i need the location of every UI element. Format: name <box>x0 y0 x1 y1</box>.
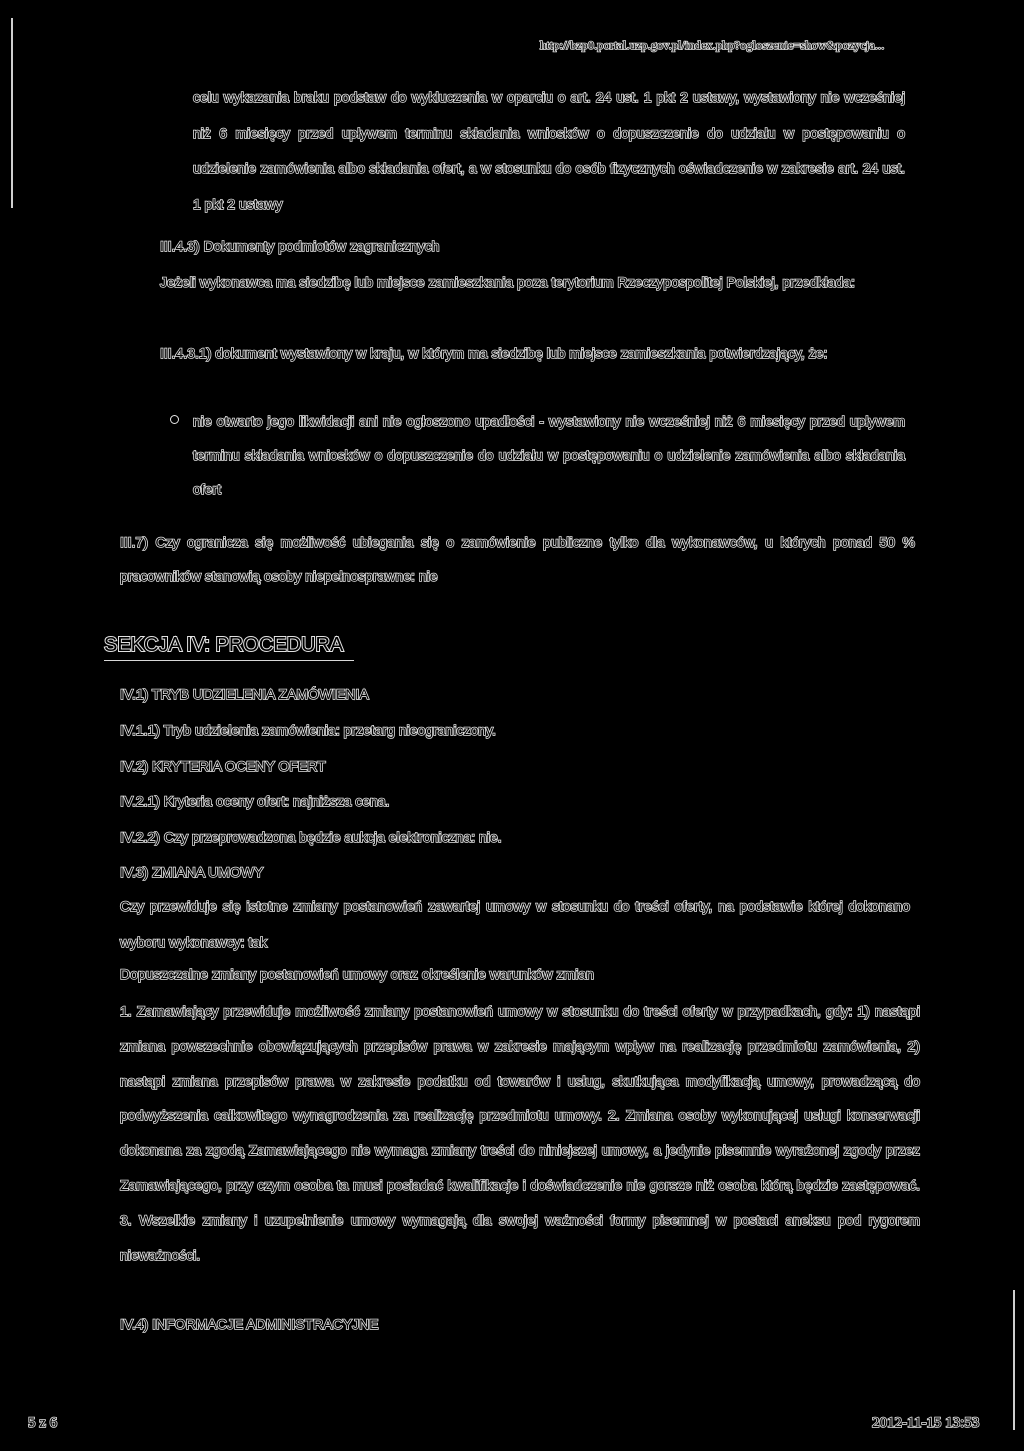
section-title: SEKCJA IV: PROCEDURA <box>104 634 344 656</box>
eligibility-paragraph: celu wykazania braku podstaw do wykluczenia w oparciu o art. 24 ust. 1 pkt 2 ustawy, wystawiony nie wcześniej niż 6 miesięcy przed upływem terminu składania wniosków o dopuszczenie do udziału w postępowaniu o udzielenie zamówienia albo składania ofert, a w stosunku do osób fizycznych oświadczenie w zakresie art. 24 ust. 1 pkt 2 ustawy <box>193 89 905 212</box>
contract-change-body: 1. Zamawiający przewiduje możliwość zmiany postanowień umowy w stosunku do treści oferty w przypadkach, gdy: 1) nastąpi zmiana powszechnie obowiązujących przepisów prawa w zakresie mającym wpływ na realizację przedmiotu zamówienia, 2) nastąpi zmiana przepisów prawa w zakresie podatku od towarów i usług, skutkująca modyfikacją umowy, prowadzącą do podwyższenia całkowitego wynagrodzenia za realizację przedmiotu umowy. 2. Zmiana osoby wykonującej usługi konserwacji dokonana za zgodą Zamawiającego nie wymaga zmiany treści do niniejszej umowy, a jedynie pisemnie wyrażonej zgody przez Zamawiającego, przy czym osoba ta musi posiadać kwalifikacje i doświadczenie nie gorsze niż osoba którą będzie zastępować. 3. Wszelkie zmiany i uzupełnienie umowy wymagają dla swojej ważności formy pisemnej w postaci aneksu pod rygorem nieważności. <box>120 1003 920 1263</box>
foreign-documents-text: Jeżeli wykonawca ma siedzibę lub miejsce zamieszkania poza terytorium Rzeczypospolitej Polskiej, przedkłada: <box>160 274 855 290</box>
contract-change-question: Czy przewiduje się istotne zmiany postanowień zawartej umowy w stosunku do treści oferty, na podstawie której dokonano wyboru wykonawcy: tak <box>120 898 910 950</box>
disabled-workers-question: III.7) Czy ogranicza się możliwość ubiegania się o zamówienie publiczne tylko dla wykonawców, u których ponad 50 % pracowników stanowią osoby niepełnosprawne: nie <box>120 534 915 584</box>
criteria-heading: IV.2) KRYTERIA OCENY OFERT <box>120 758 326 774</box>
foreign-documents-heading: III.4.3) Dokumenty podmiotów zagranicznych <box>160 238 440 254</box>
scan-edge-right <box>1013 1290 1015 1430</box>
page-url: http://bzp0.portal.uzp.gov.pl/index.php?ogloszenie=show&pozycja... <box>540 38 885 52</box>
contract-change-heading: IV.3) ZMIANA UMOWY <box>120 864 264 880</box>
administrative-info-heading: IV.4) INFORMACJE ADMINISTRACYJNE <box>120 1316 379 1332</box>
bullet-icon <box>170 415 179 424</box>
page-number: 5 z 6 <box>28 1415 58 1431</box>
scan-edge-left <box>11 18 13 208</box>
procedure-type-heading: IV.1) TRYB UDZIELENIA ZAMÓWIENIA <box>120 686 369 702</box>
section-underline <box>104 660 354 661</box>
criteria-value: IV.2.1) Kryteria oceny ofert: najniższa cena. <box>120 793 390 809</box>
contract-change-label: Dopuszczalne zmiany postanowień umowy oraz określenie warunków zmian <box>120 966 594 982</box>
print-timestamp: 2012-11-15 13:53 <box>872 1415 980 1431</box>
auction-value: IV.2.2) Czy przeprowadzona będzie aukcja elektroniczna: nie. <box>120 829 502 845</box>
document-requirement-text: III.4.3.1) dokument wystawiony w kraju, w którym ma siedzibę lub miejsce zamieszkania potwierdzający, że: <box>160 345 828 361</box>
bullet-item: nie otwarto jego likwidacji ani nie ogłoszono upadłości - wystawiony nie wcześniej niż 6 miesięcy przed upływem terminu składania wniosków o dopuszczenie do udziału w postępowaniu o udzielenie zamówienia albo składania ofert <box>193 413 905 497</box>
procedure-type-value: IV.1.1) Tryb udzielenia zamówienia: przetarg nieograniczony. <box>120 722 496 738</box>
